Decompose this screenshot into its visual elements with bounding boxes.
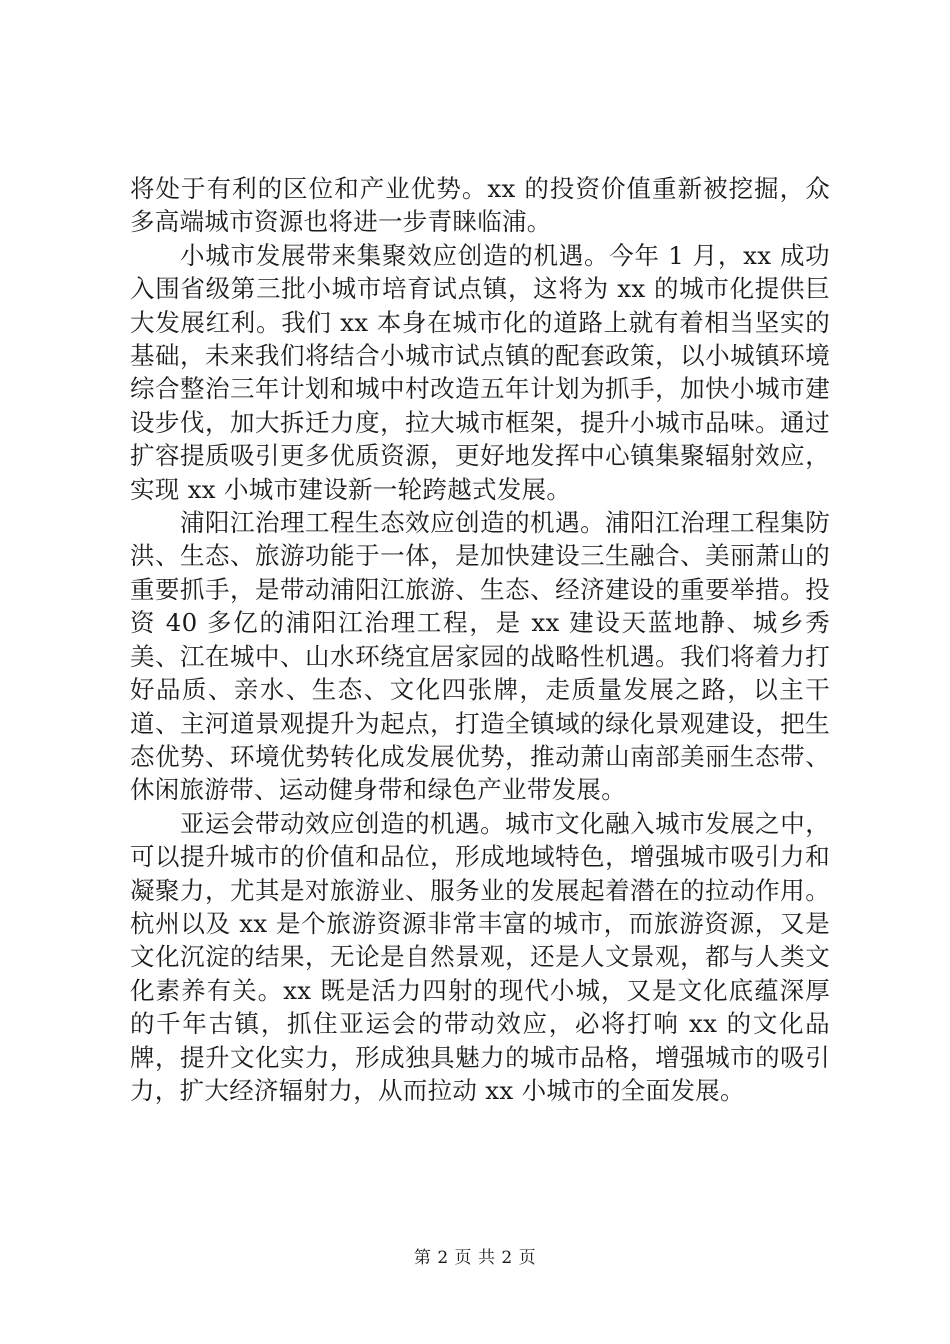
paragraph-4: 亚运会带动效应创造的机遇。城市文化融入城市发展之中，可以提升城市的价值和品位，形成地域特色，增强城市吸引力和凝聚力，尤其是对旅游业、服务业的发展起着潜在的拉动作用。杭州以及 xx 是个旅游资源非常丰富的城市，而旅游资源，又是文化沉淀的结果，无论是自然景观，还是人文景观，都与人类文化素养有关。xx 既是活力四射的现代小城，又是文化底蕴深厚的千年古镇，抓住亚运会的带动效应，必将打响 xx 的文化品牌，提升文化实力，形成独具魅力的城市品格，增强城市的吸引力，扩大经济辐射力，从而拉动 xx 小城市的全面发展。	[130, 808, 830, 1105]
document-body	[130, 172, 830, 1107]
paragraph-3: 浦阳江治理工程生态效应创造的机遇。浦阳江治理工程集防洪、生态、旅游功能于一体，是加快建设三生融合、美丽萧山的重要抓手，是带动浦阳江旅游、生态、经济建设的重要举措。投资 40 多亿的浦阳江治理工程，是 xx 建设天蓝地静、城乡秀美、江在城中、山水环绕宜居家园的战略性机遇。我们将着力打好品质、亲水、生态、文化四张牌，走质量发展之路，以主干道、主河道景观提升为起点，打造全镇域的绿化景观建设，把生态优势、环境优势转化成发展优势，推动萧山南部美丽生态带、休闲旅游带、运动健身带和绿色产业带发展。	[130, 508, 830, 805]
page-number-footer: 第 2 页 共 2 页	[413, 1248, 537, 1268]
paragraph-1: 将处于有利的区位和产业优势。xx 的投资价值重新被挖掘，众多高端城市资源也将进一步青睐临浦。	[130, 174, 830, 237]
paragraph-2: 小城市发展带来集聚效应创造的机遇。今年 1 月，xx 成功入围省级第三批小城市培育试点镇，这将为 xx 的城市化提供巨大发展红利。我们 xx 本身在城市化的道路上就有着相当坚实的基础，未来我们将结合小城市试点镇的配套政策，以小城镇环境综合整治三年计划和城中村改造五年计划为抓手，加快小城市建设步伐，加大拆迁力度，拉大城市框架，提升小城市品味。通过扩容提质吸引更多优质资源，更好地发挥中心镇集聚辐射效应，实现 xx 小城市建设新一轮跨越式发展。	[130, 240, 830, 504]
